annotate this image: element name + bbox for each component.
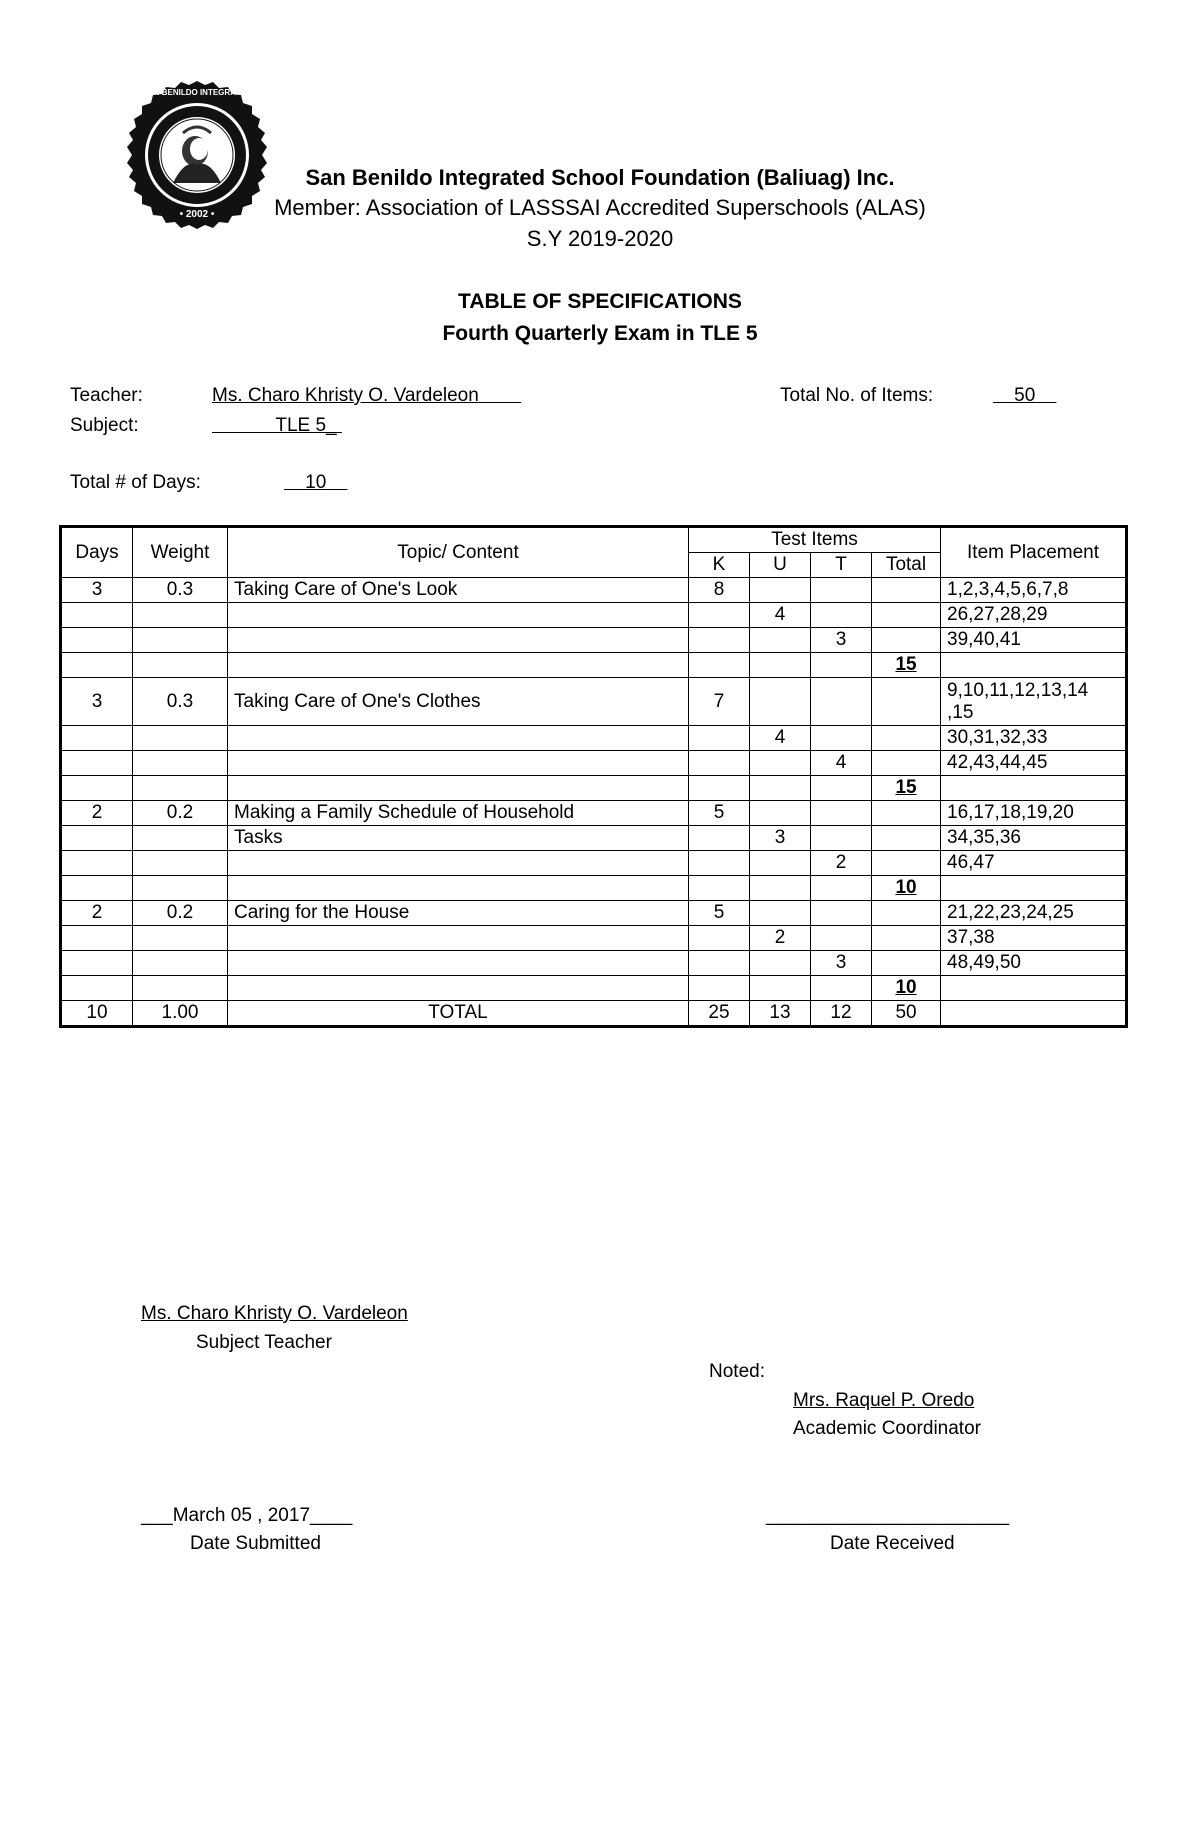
cell-topic (228, 876, 689, 901)
cell-u (750, 851, 811, 876)
header-test-items: Test Items (689, 527, 941, 553)
header-u: U (750, 553, 811, 578)
cell-topic (228, 726, 689, 751)
cell-days (61, 628, 133, 653)
table-row (61, 678, 1127, 726)
cell-total (872, 926, 941, 951)
cell-k: 7 (689, 678, 750, 726)
school-year: S.Y 2019-2020 (526, 226, 674, 251)
total-label: TOTAL (228, 1001, 689, 1027)
cell-k (689, 876, 750, 901)
header-topic: Topic/ Content (228, 527, 689, 578)
cell-topic (228, 628, 689, 653)
cell-u (750, 801, 811, 826)
cell-days: 3 (61, 578, 133, 603)
table-row (61, 628, 1127, 653)
cell-u (750, 776, 811, 801)
cell-weight (133, 603, 228, 628)
cell-t (811, 653, 872, 678)
noted-label: Noted: (709, 1361, 765, 1382)
total-total: 50 (872, 1001, 941, 1027)
cell-total: 10 (872, 976, 941, 1001)
cell-total (872, 603, 941, 628)
cell-placement: 21,22,23,24,25 (941, 901, 1127, 926)
date-submitted-label: Date Submitted (190, 1533, 321, 1554)
table-total-row (61, 1001, 1127, 1027)
table-row (61, 578, 1127, 603)
date-received-label: Date Received (830, 1533, 955, 1554)
teacher-label: Teacher: (70, 385, 143, 406)
teacher-value: Ms. Charo Khristy O. Vardeleon (212, 385, 479, 406)
cell-t (811, 901, 872, 926)
cell-t (811, 876, 872, 901)
cell-u: 3 (750, 826, 811, 851)
header-t: T (811, 553, 872, 578)
cell-weight: 0.3 (133, 678, 228, 726)
coordinator-role: Academic Coordinator (793, 1418, 981, 1439)
cell-u: 4 (750, 726, 811, 751)
cell-topic: Making a Family Schedule of Household (228, 801, 689, 826)
total-items-label: Total No. of Items: (780, 385, 934, 406)
cell-weight (133, 951, 228, 976)
cell-topic: Taking Care of One's Clothes (228, 678, 689, 726)
cell-total (872, 901, 941, 926)
cell-topic (228, 653, 689, 678)
cell-u (750, 678, 811, 726)
cell-topic (228, 951, 689, 976)
table-row (61, 901, 1127, 926)
cell-total (872, 951, 941, 976)
cell-k (689, 653, 750, 678)
cell-days (61, 726, 133, 751)
cell-t (811, 578, 872, 603)
table-row (61, 951, 1127, 976)
cell-total: 15 (872, 776, 941, 801)
cell-total (872, 751, 941, 776)
cell-placement: 30,31,32,33 (941, 726, 1127, 751)
school-name: San Benildo Integrated School Foundation (Baliuag) Inc. (305, 165, 895, 190)
cell-days (61, 876, 133, 901)
cell-placement (941, 653, 1127, 678)
cell-days (61, 976, 133, 1001)
cell-u (750, 628, 811, 653)
cell-total: 10 (872, 876, 941, 901)
header-weight: Weight (133, 527, 228, 578)
cell-k: 5 (689, 901, 750, 926)
cell-topic: Taking Care of One's Look (228, 578, 689, 603)
cell-k (689, 826, 750, 851)
cell-placement: 39,40,41 (941, 628, 1127, 653)
table-row (61, 851, 1127, 876)
header-k: K (689, 553, 750, 578)
date-submitted-value: ___March 05 , 2017____ (141, 1505, 353, 1526)
cell-weight (133, 976, 228, 1001)
cell-t: 4 (811, 751, 872, 776)
cell-placement: 46,47 (941, 851, 1127, 876)
cell-days (61, 926, 133, 951)
header-days: Days (61, 527, 133, 578)
cell-t (811, 926, 872, 951)
cell-t (811, 776, 872, 801)
cell-topic (228, 976, 689, 1001)
cell-weight: 0.3 (133, 578, 228, 603)
cell-placement: 1,2,3,4,5,6,7,8 (941, 578, 1127, 603)
cell-topic: Tasks (228, 826, 689, 851)
teacher-signature-role: Subject Teacher (196, 1332, 332, 1353)
cell-k (689, 951, 750, 976)
cell-weight (133, 628, 228, 653)
cell-t: 3 (811, 628, 872, 653)
cell-weight (133, 653, 228, 678)
cell-t (811, 726, 872, 751)
cell-days (61, 653, 133, 678)
cell-t: 3 (811, 951, 872, 976)
cell-days (61, 851, 133, 876)
cell-days (61, 603, 133, 628)
cell-k: 8 (689, 578, 750, 603)
cell-k (689, 628, 750, 653)
cell-days: 2 (61, 801, 133, 826)
cell-t (811, 603, 872, 628)
cell-k (689, 776, 750, 801)
days-label: Total # of Days: (70, 472, 201, 493)
cell-u (750, 876, 811, 901)
cell-t: 2 (811, 851, 872, 876)
header-item-placement: Item Placement (941, 527, 1127, 578)
total-weight: 1.00 (133, 1001, 228, 1027)
cell-weight (133, 776, 228, 801)
cell-days: 2 (61, 901, 133, 926)
cell-k (689, 751, 750, 776)
coordinator-name: Mrs. Raquel P. Oredo (793, 1390, 975, 1411)
cell-placement: 48,49,50 (941, 951, 1127, 976)
svg-text:• 2002 •: • 2002 • (179, 209, 215, 220)
total-placement (941, 1001, 1127, 1027)
date-received-value: _______________________ (766, 1505, 1010, 1526)
cell-weight (133, 726, 228, 751)
table-row (61, 876, 1127, 901)
cell-u: 2 (750, 926, 811, 951)
total-t: 12 (811, 1001, 872, 1027)
cell-placement: 34,35,36 (941, 826, 1127, 851)
total-items-value: 50 (1014, 385, 1036, 406)
cell-topic (228, 603, 689, 628)
cell-weight: 0.2 (133, 901, 228, 926)
table-row (61, 726, 1127, 751)
cell-u (750, 751, 811, 776)
cell-placement: 16,17,18,19,20 (941, 801, 1127, 826)
cell-t (811, 678, 872, 726)
cell-total (872, 678, 941, 726)
subject-value: TLE 5_ (275, 415, 337, 436)
document-subtitle: Fourth Quarterly Exam in TLE 5 (442, 322, 758, 345)
cell-total (872, 801, 941, 826)
cell-placement: 9,10,11,12,13,14 ,15 (941, 678, 1127, 726)
cell-days (61, 826, 133, 851)
days-value: 10 (305, 472, 327, 493)
cell-topic (228, 926, 689, 951)
cell-placement: 26,27,28,29 (941, 603, 1127, 628)
total-u: 13 (750, 1001, 811, 1027)
cell-days: 3 (61, 678, 133, 726)
cell-u (750, 578, 811, 603)
cell-weight (133, 926, 228, 951)
cell-k (689, 851, 750, 876)
teacher-signature-name: Ms. Charo Khristy O. Vardeleon (141, 1303, 408, 1324)
cell-weight: 0.2 (133, 801, 228, 826)
cell-placement (941, 876, 1127, 901)
specification-table (59, 525, 1128, 1028)
cell-weight (133, 751, 228, 776)
table-row (61, 801, 1127, 826)
cell-weight (133, 876, 228, 901)
cell-weight (133, 826, 228, 851)
cell-k (689, 926, 750, 951)
membership-line: Member: Association of LASSSAI Accredited Superschools (ALAS) (274, 195, 926, 220)
table-row (61, 603, 1127, 628)
cell-placement: 37,38 (941, 926, 1127, 951)
cell-total (872, 578, 941, 603)
cell-t (811, 826, 872, 851)
cell-u (750, 901, 811, 926)
cell-u (750, 653, 811, 678)
cell-total (872, 851, 941, 876)
cell-t (811, 976, 872, 1001)
cell-days (61, 951, 133, 976)
table-row (61, 976, 1127, 1001)
cell-total (872, 826, 941, 851)
svg-text:SAN BENILDO INTEGRATED: SAN BENILDO INTEGRATED (142, 88, 252, 97)
cell-k: 5 (689, 801, 750, 826)
cell-days (61, 776, 133, 801)
cell-t (811, 801, 872, 826)
cell-total (872, 628, 941, 653)
cell-days (61, 751, 133, 776)
cell-weight (133, 851, 228, 876)
table-header-row (61, 527, 1127, 553)
subject-label: Subject: (70, 415, 139, 436)
cell-u (750, 976, 811, 1001)
total-k: 25 (689, 1001, 750, 1027)
cell-k (689, 726, 750, 751)
table-row (61, 653, 1127, 678)
table-row (61, 926, 1127, 951)
table-row (61, 751, 1127, 776)
cell-total (872, 726, 941, 751)
cell-placement (941, 976, 1127, 1001)
cell-topic (228, 776, 689, 801)
cell-k (689, 976, 750, 1001)
cell-topic: Caring for the House (228, 901, 689, 926)
cell-topic (228, 851, 689, 876)
document-title: TABLE OF SPECIFICATIONS (458, 290, 742, 313)
header-total: Total (872, 553, 941, 578)
table-row (61, 776, 1127, 801)
table-row (61, 826, 1127, 851)
cell-topic (228, 751, 689, 776)
total-days: 10 (61, 1001, 133, 1027)
cell-placement: 42,43,44,45 (941, 751, 1127, 776)
cell-k (689, 603, 750, 628)
cell-u (750, 951, 811, 976)
cell-placement (941, 776, 1127, 801)
cell-total: 15 (872, 653, 941, 678)
cell-u: 4 (750, 603, 811, 628)
